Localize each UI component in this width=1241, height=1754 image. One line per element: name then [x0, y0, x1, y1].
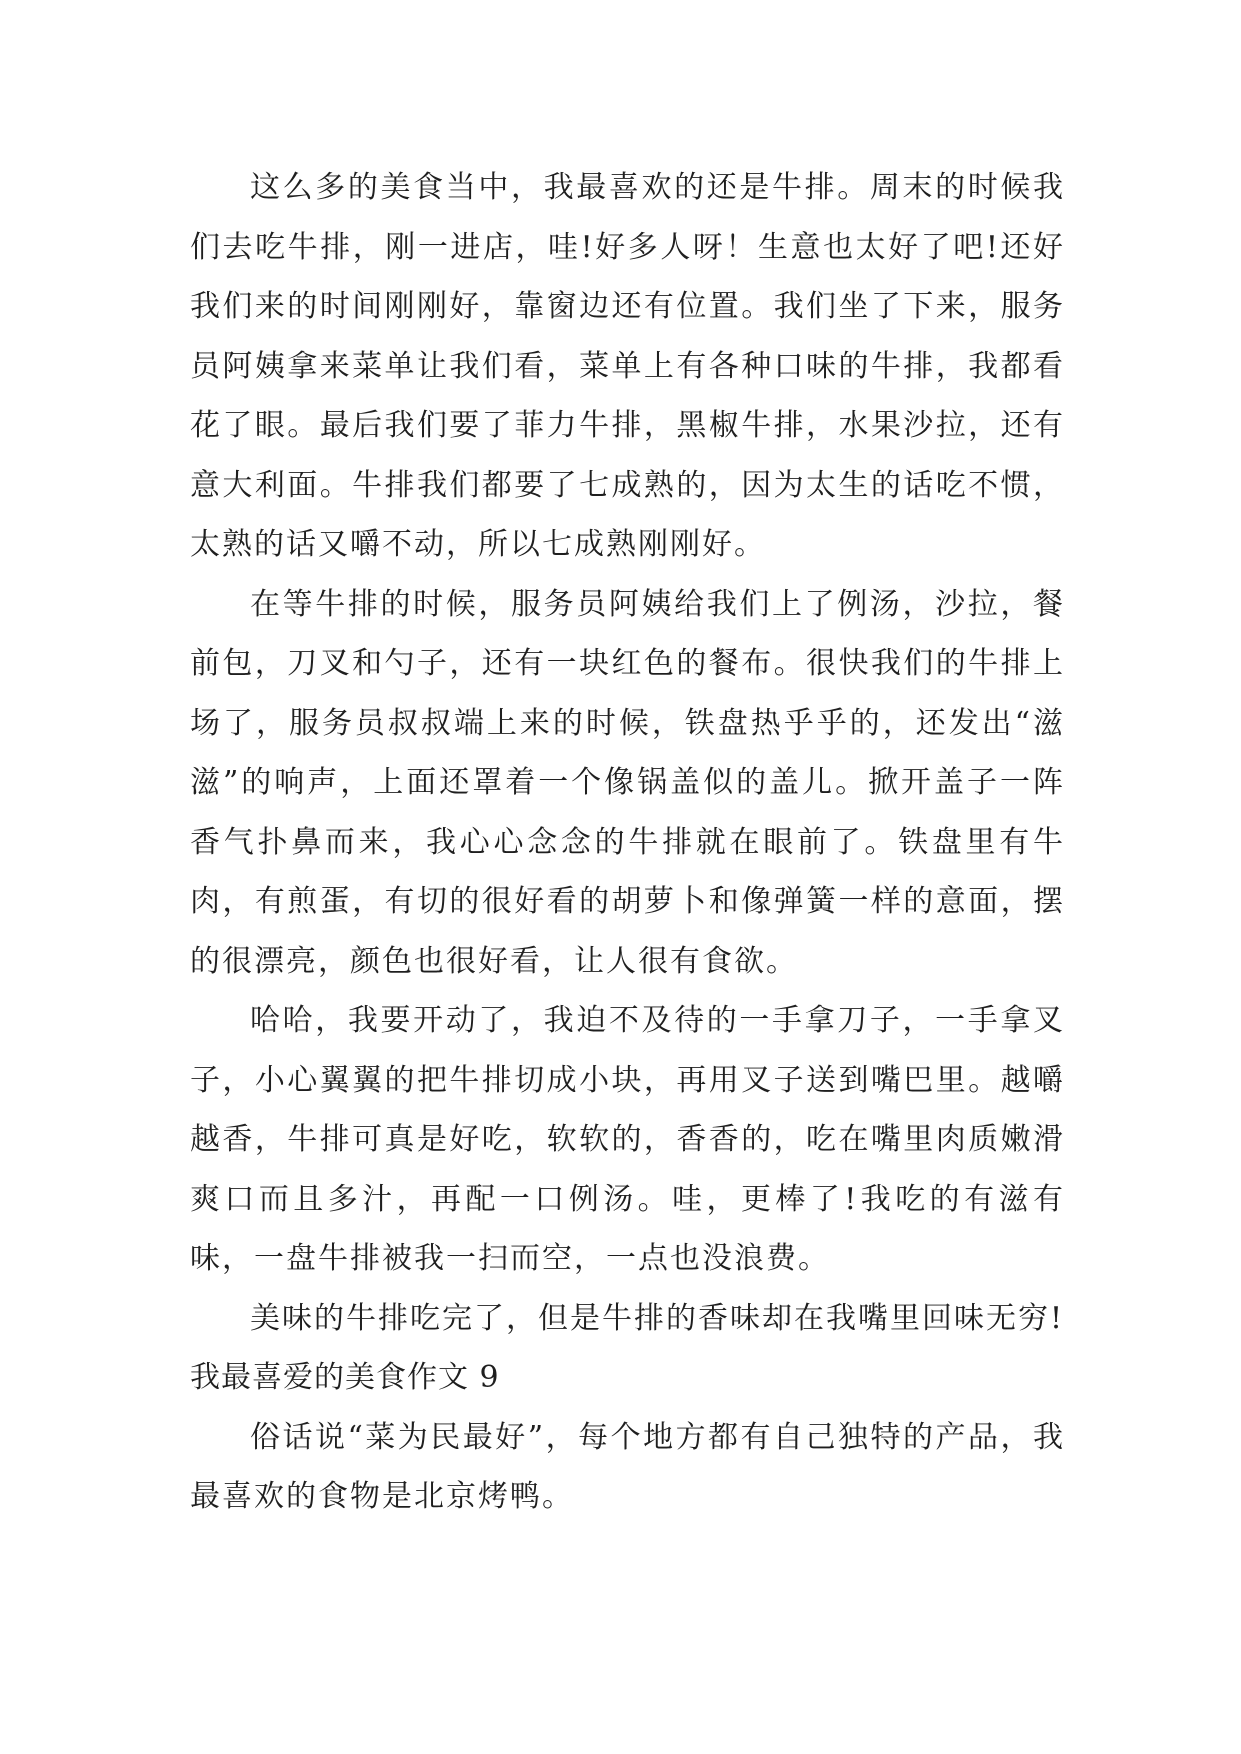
document-body — [190, 158, 1065, 1527]
paragraph-steak-intro: 这么多的美食当中，我最喜欢的还是牛排。周末的时候我们去吃牛排，刚一进店，哇!好多人呀！生意也太好了吧!还好我们来的时间刚刚好，靠窗边还有位置。我们坐了下来，服务员阿姨拿来菜单让我们看，菜单上有各种口味的牛排，我都看花了眼。最后我们要了菲力牛排，黑椒牛排，水果沙拉，还有意大利面。牛排我们都要了七成熟的，因为太生的话吃不惯，太熟的话又嚼不动，所以七成熟刚刚好。 — [190, 170, 1065, 562]
essay-heading: 我最喜爱的美食作文 9 — [190, 1360, 500, 1395]
paragraph-steak-waiting: 在等牛排的时候，服务员阿姨给我们上了例汤，沙拉，餐前包，刀叉和勺子，还有一块红色的餐布。很快我们的牛排上场了，服务员叔叔端上来的时候，铁盘热乎乎的，还发出“滋滋”的响声，上面还罩着一个像锅盖似的盖儿。掀开盖子一阵香气扑鼻而来，我心心念念的牛排就在眼前了。铁盘里有牛肉，有煎蛋，有切的很好看的胡萝卜和像弹簧一样的意面，摆的很漂亮，颜色也很好看，让人很有食欲。 — [190, 586, 1065, 979]
paragraph-steak-eating: 哈哈，我要开动了，我迫不及待的一手拿刀子，一手拿叉子，小心翼翼的把牛排切成小块，再用叉子送到嘴巴里。越嚼越香，牛排可真是好吃，软软的，香香的，吃在嘴里肉质嫩滑爽口而且多汁，再配一口例汤。哇，更棒了!我吃的有滋有味，一盘牛排被我一扫而空，一点也没浪费。 — [190, 1003, 1065, 1276]
paragraph-roast-duck-intro: 俗话说“菜为民最好”，每个地方都有自己独特的产品，我最喜欢的食物是北京烤鸭。 — [190, 1419, 1065, 1514]
paragraph-steak-ending: 美味的牛排吃完了，但是牛排的香味却在我嘴里回味无穷! — [250, 1300, 1065, 1336]
